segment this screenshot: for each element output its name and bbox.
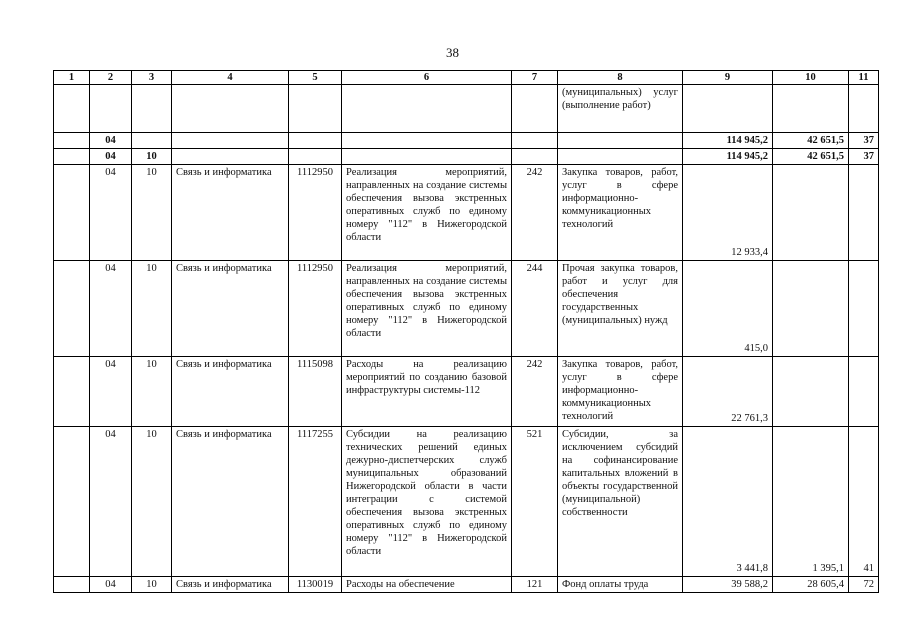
table-cell xyxy=(54,85,90,133)
table-cell: 1 395,1 xyxy=(773,427,849,577)
table-row xyxy=(54,85,879,133)
column-header: 8 xyxy=(558,71,683,85)
table-cell: 1112950 xyxy=(289,165,342,261)
table-cell xyxy=(558,133,683,149)
table-cell: 244 xyxy=(512,261,558,357)
table-cell: 1115098 xyxy=(289,357,342,427)
table-cell: 521 xyxy=(512,427,558,577)
table-cell xyxy=(342,85,512,133)
column-header: 3 xyxy=(132,71,172,85)
table-cell xyxy=(849,357,879,427)
table-cell: 114 945,2 xyxy=(683,133,773,149)
table-cell xyxy=(289,149,342,165)
table-cell xyxy=(54,149,90,165)
table-cell: Реализация мероприятий, направленных на создание системы обеспечения вызова экстренных оперативных служб по единому номеру "112" в Нижегородской области xyxy=(342,261,512,357)
table-cell xyxy=(54,357,90,427)
table-cell: Фонд оплаты труда xyxy=(558,577,683,593)
table-cell xyxy=(172,85,289,133)
table-cell: (муниципальных) услуг (выполнение работ) xyxy=(558,85,683,133)
table-cell xyxy=(849,261,879,357)
table-row xyxy=(54,165,879,261)
table-row xyxy=(54,357,879,427)
table-cell xyxy=(342,133,512,149)
table-cell xyxy=(849,85,879,133)
table-cell xyxy=(512,133,558,149)
table-cell: 12 933,4 xyxy=(683,165,773,261)
table-cell xyxy=(54,577,90,593)
table-row xyxy=(54,261,879,357)
table-cell: Расходы на обеспечение xyxy=(342,577,512,593)
table-cell: 1117255 xyxy=(289,427,342,577)
table-cell: 1130019 xyxy=(289,577,342,593)
table-cell xyxy=(558,149,683,165)
table-cell: 42 651,5 xyxy=(773,149,849,165)
table-cell xyxy=(132,85,172,133)
table-cell: 04 xyxy=(90,133,132,149)
table-cell xyxy=(132,133,172,149)
table-cell xyxy=(773,261,849,357)
column-header: 6 xyxy=(342,71,512,85)
table-row xyxy=(54,133,879,149)
table-cell: Расходы на реализацию мероприятий по созданию базовой инфраструктуры системы-112 xyxy=(342,357,512,427)
table-cell: 39 588,2 xyxy=(683,577,773,593)
table-row xyxy=(54,577,879,593)
table-row xyxy=(54,149,879,165)
table-cell: 415,0 xyxy=(683,261,773,357)
table-cell xyxy=(289,133,342,149)
table-cell: 42 651,5 xyxy=(773,133,849,149)
table-cell xyxy=(90,85,132,133)
table-cell: Связь и информатика xyxy=(172,261,289,357)
table-cell: 10 xyxy=(132,261,172,357)
table-cell: 121 xyxy=(512,577,558,593)
table-cell xyxy=(54,133,90,149)
column-header: 9 xyxy=(683,71,773,85)
table-row xyxy=(54,427,879,577)
table-cell xyxy=(54,261,90,357)
table-cell xyxy=(512,149,558,165)
table-cell: 114 945,2 xyxy=(683,149,773,165)
column-header: 7 xyxy=(512,71,558,85)
table-cell: 242 xyxy=(512,357,558,427)
table-cell: Закупка товаров, работ, услуг в сфере информационно-коммуникационных технологий xyxy=(558,165,683,261)
table-cell: 04 xyxy=(90,261,132,357)
table-cell: 37 xyxy=(849,149,879,165)
column-header: 2 xyxy=(90,71,132,85)
column-header: 10 xyxy=(773,71,849,85)
table-cell: 04 xyxy=(90,149,132,165)
table-cell xyxy=(289,85,342,133)
table-cell: Связь и информатика xyxy=(172,357,289,427)
table-cell xyxy=(512,85,558,133)
table-cell: 3 441,8 xyxy=(683,427,773,577)
table-cell: Связь и информатика xyxy=(172,427,289,577)
table-cell xyxy=(54,165,90,261)
table-cell xyxy=(683,85,773,133)
table-cell: Субсидии на реализацию технических решений единых дежурно-диспетчерских служб муниципальных образований Нижегородской области в части интеграции с системой обеспечения вызова экстренных оперативных служб по единому номеру "112" в Нижегородской области xyxy=(342,427,512,577)
table-cell: 10 xyxy=(132,165,172,261)
table-cell: Закупка товаров, работ, услуг в сфере информационно-коммуникационных технологий xyxy=(558,357,683,427)
table-cell xyxy=(54,427,90,577)
table-cell xyxy=(172,133,289,149)
table-cell: 22 761,3 xyxy=(683,357,773,427)
table-cell xyxy=(342,149,512,165)
table-cell xyxy=(172,149,289,165)
header-row xyxy=(54,71,879,85)
page-number: 38 xyxy=(446,45,459,60)
table-cell: 1112950 xyxy=(289,261,342,357)
table-cell: Реализация мероприятий, направленных на создание системы обеспечения вызова экстренных оперативных служб по единому номеру "112" в Нижегородской области xyxy=(342,165,512,261)
table-cell xyxy=(773,357,849,427)
budget-table xyxy=(53,70,879,593)
column-header: 1 xyxy=(54,71,90,85)
column-header: 11 xyxy=(849,71,879,85)
table-cell xyxy=(773,165,849,261)
table-cell: 10 xyxy=(132,427,172,577)
table-cell xyxy=(773,85,849,133)
table-cell: 37 xyxy=(849,133,879,149)
table-cell: 41 xyxy=(849,427,879,577)
table-cell: Связь и информатика xyxy=(172,165,289,261)
table-cell: 10 xyxy=(132,357,172,427)
table-cell xyxy=(849,165,879,261)
table-cell: 10 xyxy=(132,149,172,165)
column-header: 5 xyxy=(289,71,342,85)
column-header: 4 xyxy=(172,71,289,85)
table-cell: 72 xyxy=(849,577,879,593)
table-cell: 04 xyxy=(90,357,132,427)
table-cell: 04 xyxy=(90,427,132,577)
table-cell: 10 xyxy=(132,577,172,593)
table-cell: Прочая закупка товаров, работ и услуг для обеспечения государственных (муниципальных) нужд xyxy=(558,261,683,357)
table-cell: Связь и информатика xyxy=(172,577,289,593)
table-cell: 28 605,4 xyxy=(773,577,849,593)
table-cell: 242 xyxy=(512,165,558,261)
table-cell: Субсидии, за исключением субсидий на софинансирование капитальных вложений в объекты государственной (муниципальной) собственности xyxy=(558,427,683,577)
table-cell: 04 xyxy=(90,165,132,261)
table-cell: 04 xyxy=(90,577,132,593)
